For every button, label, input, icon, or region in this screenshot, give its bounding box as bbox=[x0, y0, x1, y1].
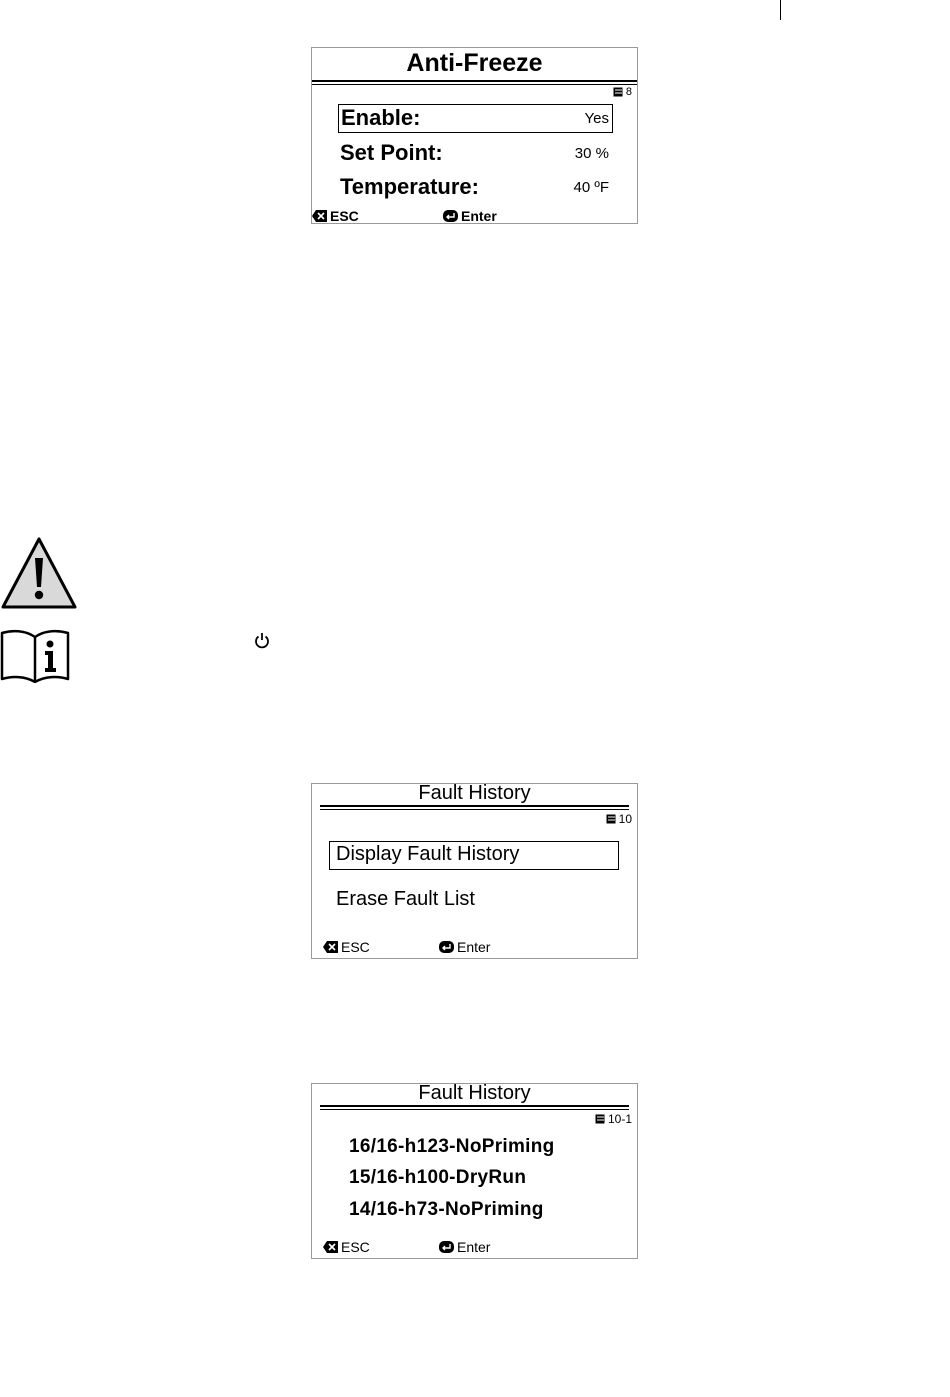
enter-hint[interactable] bbox=[439, 939, 490, 955]
page-ref-number: 10-1 bbox=[607, 1112, 632, 1126]
enter-key-icon bbox=[439, 941, 454, 953]
esc-key-icon bbox=[323, 1241, 338, 1253]
esc-hint[interactable] bbox=[323, 939, 370, 955]
fault-entry[interactable]: 16/16-h123-NoPriming bbox=[349, 1136, 555, 1157]
enter-hint[interactable] bbox=[439, 1239, 490, 1255]
fault-entry[interactable]: 15/16-h100-DryRun bbox=[349, 1167, 527, 1188]
page-ref-icon bbox=[606, 814, 617, 824]
menu-item-display-fault-history[interactable]: Display Fault History bbox=[336, 843, 520, 865]
esc-label: ESC bbox=[330, 208, 359, 224]
enter-key-icon bbox=[439, 1241, 454, 1253]
menu-item-erase-fault-list[interactable]: Erase Fault List bbox=[336, 888, 475, 910]
esc-key-icon bbox=[312, 210, 327, 222]
page-ref-icon bbox=[613, 87, 624, 97]
esc-key-icon bbox=[323, 941, 338, 953]
setting-value-temperature[interactable]: 40 ºF bbox=[573, 179, 609, 196]
setting-label-temperature[interactable]: Temperature: bbox=[340, 174, 479, 199]
enter-key-icon bbox=[443, 210, 458, 222]
enter-label: Enter bbox=[461, 208, 497, 224]
anti-freeze-screen bbox=[311, 47, 638, 224]
esc-hint[interactable] bbox=[312, 208, 359, 224]
enter-hint[interactable] bbox=[443, 208, 497, 224]
esc-label: ESC bbox=[341, 939, 370, 955]
setting-value-enable[interactable]: Yes bbox=[584, 110, 609, 127]
page-ref bbox=[613, 86, 632, 98]
title-rule bbox=[320, 805, 629, 810]
title-rule bbox=[312, 80, 637, 85]
warning-triangle-icon bbox=[0, 536, 78, 610]
setting-label-enable[interactable]: Enable: bbox=[341, 105, 421, 130]
page-ref bbox=[606, 812, 632, 826]
enter-label: Enter bbox=[457, 939, 491, 955]
esc-label: ESC bbox=[341, 1239, 370, 1255]
fault-history-menu-screen bbox=[311, 783, 638, 959]
page-title: Anti-Freeze bbox=[406, 49, 543, 77]
page-ref-icon bbox=[595, 1114, 606, 1124]
esc-hint[interactable] bbox=[323, 1239, 370, 1255]
fault-history-list-screen bbox=[311, 1083, 638, 1259]
manual-info-icon bbox=[0, 627, 70, 683]
fault-entry[interactable]: 14/16-h73-NoPriming bbox=[349, 1199, 544, 1220]
page-ref-number: 10 bbox=[618, 812, 632, 826]
power-icon bbox=[254, 632, 270, 649]
setting-label-set-point[interactable]: Set Point: bbox=[340, 140, 443, 165]
trim-mark bbox=[780, 0, 781, 20]
enter-label: Enter bbox=[457, 1239, 491, 1255]
setting-value-set-point[interactable]: 30 % bbox=[574, 145, 609, 162]
page-title: Fault History bbox=[418, 1082, 531, 1104]
title-rule bbox=[320, 1105, 629, 1110]
page-ref bbox=[595, 1112, 632, 1126]
page-title: Fault History bbox=[418, 782, 531, 804]
page-ref-number: 8 bbox=[625, 86, 632, 98]
